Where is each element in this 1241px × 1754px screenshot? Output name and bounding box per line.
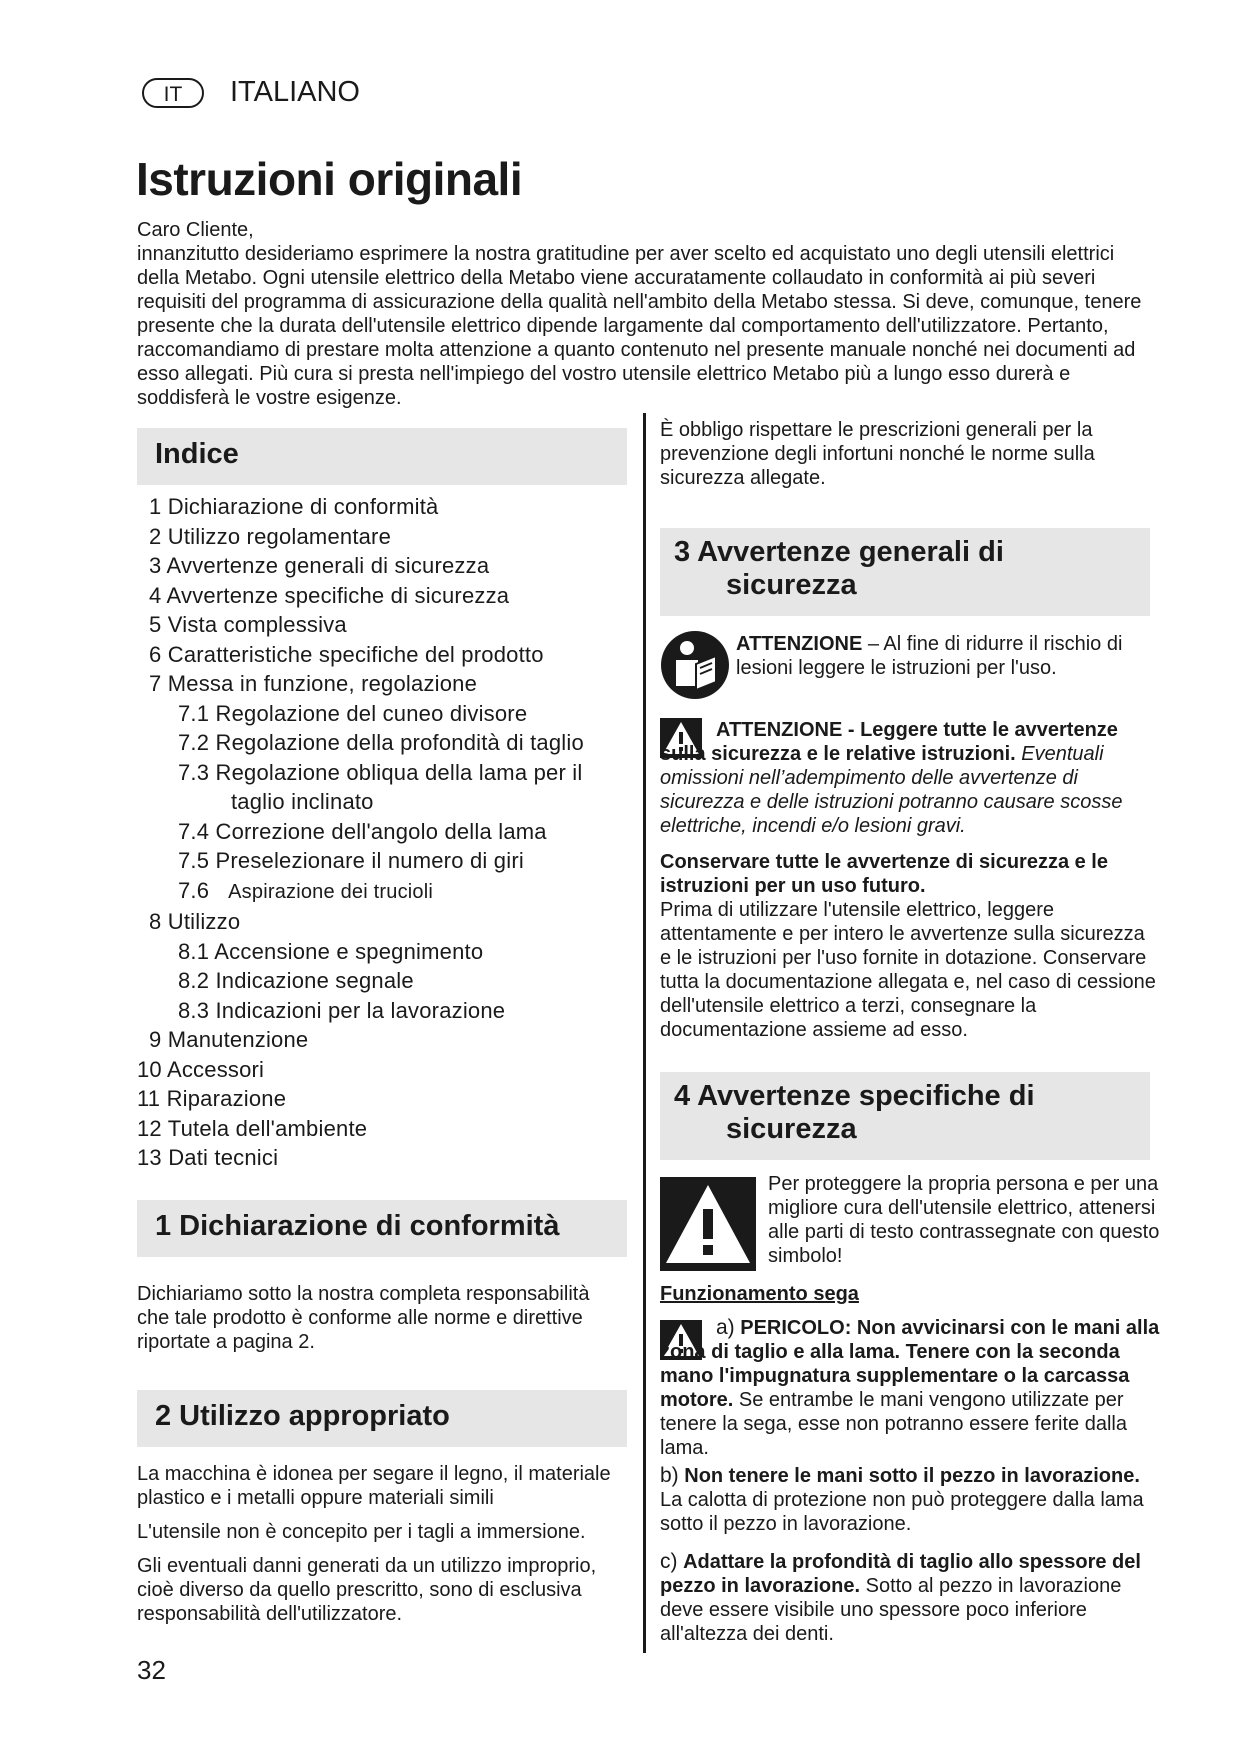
toc-item[interactable]: 12 Tutela dell'ambiente: [137, 1115, 368, 1141]
item-c-bold: Adattare la profondità di taglio allo spessore del pezzo in lavorazione.: [660, 1551, 1141, 1597]
column-divider: [643, 413, 646, 1653]
toc-subitem[interactable]: 7.1 Regolazione del cuneo divisore: [178, 700, 528, 726]
intro-salutation: Caro Cliente,: [137, 219, 254, 241]
section-1-heading: 1 Dichiarazione di conformità: [137, 1200, 627, 1257]
page-title: Istruzioni originali: [136, 153, 523, 205]
instruction-item-a: [660, 1316, 1160, 1460]
table-of-contents: [137, 492, 627, 1173]
attention-read-warnings-italic: Eventuali omissioni nell’adempimento delle avvertenze di sicurezza e delle istruzioni potranno causare scosse elettriche, incendi e/o lesioni gravi.: [660, 743, 1123, 837]
intro-body: innanzitutto desideriamo esprimere la nostra gratitudine per aver scelto ed acquistato uno degli utensili elettrici della Metabo. Ogni utensile elettrico della Metabo viene accuratamente collaudato in conformità ai più severi requisiti del programma di assicurazione della qualità nell'ambito della Metabo stessa. Si deve, comunque, tenere presente che la durata dell'utensile elettrico dipende largamente dal comportamento dell'utilizzatore. Pertanto, raccomandiamo di prestare molta attenzione a quanto contenuto nel presente manuale nonché nei documenti ad esso allegati. Più cura si presta nell'impiego del vostro utensile elettrico Metabo più a lungo esso durerà e soddisferà le vostre esigenze.: [137, 243, 1142, 409]
toc-item[interactable]: 13 Dati tecnici: [137, 1145, 279, 1170]
read-manual-icon: [660, 630, 730, 700]
item-a-bold: PERICOLO: Non avvicinarsi con le mani alla zona di taglio e alla lama. Tenere con la seconda mano l'impugnatura supplementare o la carcassa motore.: [660, 1317, 1160, 1411]
toc-item[interactable]: 11 Riparazione: [137, 1086, 287, 1111]
section-2-paragraph: L'utensile non è concepito per i tagli a immersione.: [137, 1521, 586, 1543]
attention-read-warnings: [660, 718, 1160, 838]
item-b-tag: b): [660, 1464, 679, 1487]
keep-instructions-text: Prima di utilizzare l'utensile elettrico, leggere attentamente e per intero le avvertenze sulla sicurezza e le istruzioni per l'uso fornite in dotazione. Conservare tutta la documentazione allegata e, nel caso di cessione dell'utensile elettrico a terzi, consegnare la documentazione assieme ad esso.: [660, 899, 1156, 1041]
warning-symbol-icon: [660, 1177, 756, 1271]
item-a-tag: a): [716, 1316, 735, 1339]
attention-label: ATTENZIONE: [736, 633, 863, 655]
item-c-text: Sotto al pezzo in lavorazione deve essere visibile uno spessore poco inferiore all'altezza dei denti.: [660, 1575, 1122, 1645]
toc-item[interactable]: 8 Utilizzo: [149, 909, 241, 934]
toc-item[interactable]: 7 Messa in funzione, regolazione: [149, 671, 478, 696]
toc-subitem[interactable]: 8.3 Indicazioni per la lavorazione: [178, 997, 506, 1023]
section-4-heading: [660, 1072, 1150, 1160]
item-a-text: Se entrambe le mani vengono utilizzate per tenere la sega, esse non potranno essere ferite dalla lama.: [660, 1389, 1127, 1459]
toc-subitem[interactable]: 8.1 Accensione e spegnimento: [178, 938, 484, 964]
regulations-note: È obbligo rispettare le prescrizioni generali per la prevenzione degli infortuni nonché le norme sulla sicurezza allegate.: [660, 419, 1095, 489]
toc-item[interactable]: 6 Caratteristiche specifiche del prodotto: [149, 641, 544, 667]
page-number: 32: [137, 1655, 166, 1685]
toc-item[interactable]: 4 Avvertenze specifiche di sicurezza: [149, 582, 510, 608]
section-3-heading-line1: 3 Avvertenze generali di: [674, 536, 1004, 568]
toc-item[interactable]: 3 Avvertenze generali di sicurezza: [149, 553, 490, 578]
section-2-paragraph: Gli eventuali danni generati da un utilizzo improprio, cioè diverso da quello prescritto, sono di esclusiva responsabilità dell'utilizzatore.: [137, 1555, 597, 1625]
section-3-heading-line2: sicurezza: [726, 569, 857, 601]
toc-item[interactable]: 5 Vista complessiva: [149, 612, 347, 637]
section-2-body: [137, 1462, 637, 1636]
saw-operation-subheading: Funzionamento sega: [660, 1283, 859, 1305]
item-c-tag: c): [660, 1550, 678, 1573]
protection-note: Per proteggere la propria persona e per una migliore cura dell'utensile elettrico, attenersi alle parti di testo contrassegnate con questo simbolo!: [768, 1173, 1160, 1267]
toc-item[interactable]: 10 Accessori: [137, 1056, 265, 1082]
toc-heading: Indice: [137, 428, 627, 485]
section-3-heading: [660, 528, 1150, 616]
toc-subitem[interactable]: 7.2 Regolazione della profondità di taglio: [178, 730, 584, 755]
section-1-body: Dichiariamo sotto la nostra completa responsabilità che tale prodotto è conforme alle norme e direttive riportate a pagina 2.: [137, 1283, 590, 1353]
section-2-heading: 2 Utilizzo appropriato: [137, 1390, 627, 1447]
section-2-paragraph: La macchina è idonea per segare il legno, il materiale plastico e i metalli oppure materiali simili: [137, 1463, 611, 1509]
item-b-text: La calotta di protezione non può proteggere dalla lama sotto il pezzo in lavorazione.: [660, 1489, 1144, 1535]
instruction-item-b: [660, 1464, 1160, 1536]
attention-manual-body: – Al fine di ridurre il rischio di lesioni leggere le istruzioni per l'uso.: [736, 633, 1123, 679]
toc-subitem[interactable]: 7.3 Regolazione obliqua della lama per il: [178, 759, 583, 785]
toc-item[interactable]: 9 Manutenzione: [149, 1027, 309, 1052]
toc-subitem[interactable]: 7.5 Preselezionare il numero di giri: [178, 848, 524, 873]
toc-item[interactable]: 2 Utilizzo regolamentare: [149, 523, 392, 549]
language-badge: IT: [142, 78, 204, 108]
language-name: ITALIANO: [230, 76, 360, 108]
toc-subitem-continuation[interactable]: taglio inclinato: [231, 789, 374, 814]
toc-item[interactable]: 1 Dichiarazione di conformità: [149, 494, 439, 519]
instruction-item-c: [660, 1550, 1160, 1646]
attention-read-warnings-bold: ATTENZIONE - Leggere tutte le avvertenze sulla sicurezza e le relative istruzioni.: [660, 719, 1118, 765]
section-4-heading-line2: sicurezza: [726, 1113, 857, 1145]
toc-subitem[interactable]: 7.4 Correzione dell'angolo della lama: [178, 818, 547, 844]
item-b-bold: Non tenere le mani sotto il pezzo in lavorazione.: [684, 1465, 1140, 1487]
attention-manual-text: [736, 632, 1156, 680]
toc-subitem[interactable]: 7.6 Aspirazione dei trucioli: [178, 877, 434, 903]
keep-instructions-block: [660, 850, 1160, 1042]
toc-subitem[interactable]: 8.2 Indicazione segnale: [178, 968, 414, 993]
intro-text: [137, 218, 1157, 410]
section-4-heading-line1: 4 Avvertenze specifiche di: [674, 1080, 1035, 1112]
keep-instructions-heading: Conservare tutte le avvertenze di sicurezza e le istruzioni per un uso futuro.: [660, 851, 1108, 897]
